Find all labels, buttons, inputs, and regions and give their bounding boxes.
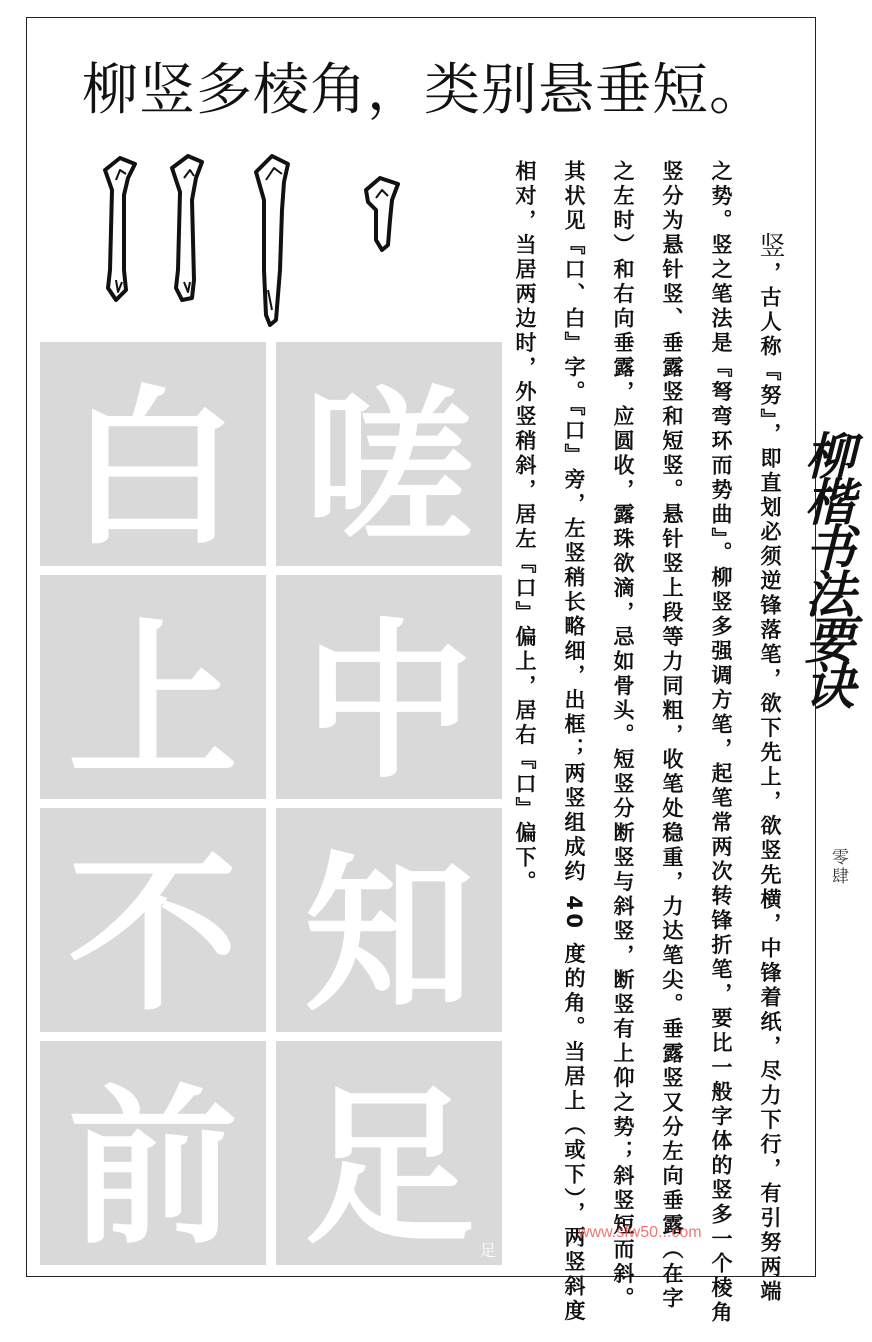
body-line-5: 其状见『口、白』字。『口』旁，左竖稍长略细，出框；两竖组成约 40 度的角。当居上（或下），两竖斜度 — [562, 160, 586, 1324]
example-char-cell: 上 — [40, 575, 266, 799]
cell-stamp: 足 — [479, 1241, 496, 1260]
example-char-cell: 知 — [276, 808, 502, 1032]
sidebar-author: 零肆 — [828, 848, 848, 886]
example-char-cell: 嗟 — [276, 342, 502, 566]
example-character-grid — [40, 342, 502, 1266]
body-line-4: 之左时）和右向垂露，应圆收，露珠欲滴，忌如骨头。短竖分断竖与斜竖，断竖有上仰之势；斜竖短而斜。 — [611, 160, 635, 1312]
page-title: 柳竖多棱角，类别悬垂短。 — [82, 58, 766, 123]
example-char-cell: 白 — [40, 342, 266, 566]
vertical-stroke-diagrams — [90, 150, 420, 335]
lead-char: 竖 — [755, 232, 785, 262]
stroke-diagram-2 — [172, 156, 202, 300]
watermark: www.sfw50...com — [578, 1224, 702, 1241]
stroke-diagram-1 — [105, 158, 135, 300]
body-line-2: 之势。竖之笔法是『弩弯环而势曲』。柳竖多强调方笔，起笔常两次转锋折笔，要比一般字体的竖多一个棱角 — [709, 160, 733, 1326]
example-char-cell: 前 — [40, 1041, 266, 1265]
example-char-cell: 不 — [40, 808, 266, 1032]
body-line-6: 相对，当居两边时，外竖稍斜，居左『口』偏上，居右『口』偏下。 — [513, 160, 537, 895]
sidebar-title: 柳楷书法要诀 — [797, 430, 856, 706]
example-char-cell: 中 — [276, 575, 502, 799]
example-char-cell: 足 足 — [276, 1041, 502, 1265]
body-line-1: 竖，古人称『努』，即直划必须逆锋落笔，欲下先上，欲竖先横，中锋着纸，尽力下行，有引努两端 — [755, 232, 785, 1305]
stroke-diagram-3 — [256, 156, 288, 325]
stroke-diagram-4 — [366, 178, 398, 250]
body-line-3: 竖分为悬针竖、垂露竖和短竖。悬针竖上段等力同粗，收笔处稳重，力达笔尖。垂露竖又分左向垂露（在字 — [660, 160, 684, 1312]
